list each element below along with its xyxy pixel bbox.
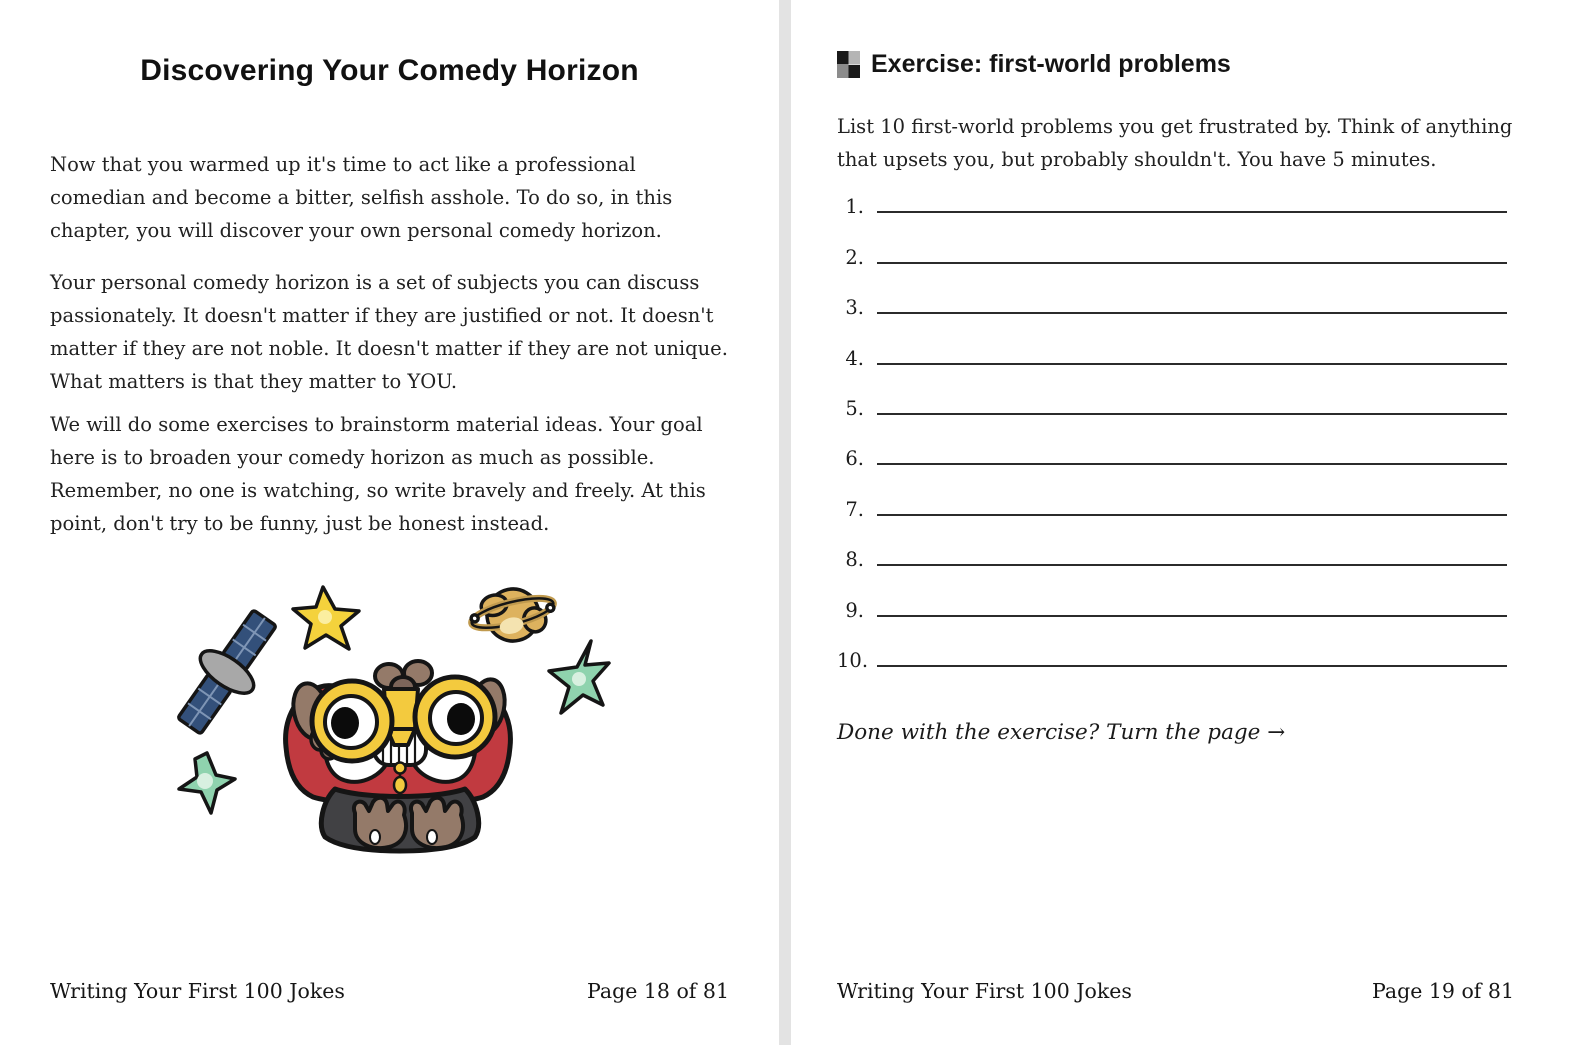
answer-row-10: [837, 622, 1507, 672]
exercise-heading-label: Exercise: first-world problems: [871, 50, 1231, 78]
footer-book-title: Writing Your First 100 Jokes: [50, 979, 345, 1003]
left-page-footer: [50, 979, 729, 1003]
answer-number: 2.: [845, 245, 864, 269]
answer-number: 8.: [845, 548, 864, 572]
answer-blank-line: [877, 193, 1507, 213]
answer-blank-line: [877, 445, 1507, 465]
exercise-instructions: List 10 first-world problems you get frustrated by. Think of anything that upsets you, but probably shouldn't. You have 5 minutes.: [837, 115, 1513, 171]
answer-blank-line: [877, 345, 1507, 365]
footer-page-number: Page 18 of 81: [587, 979, 729, 1003]
answer-row-3: [837, 269, 1507, 319]
binocular-creature: [286, 661, 511, 851]
answer-row-6: [837, 420, 1507, 470]
left-page: [0, 0, 779, 1045]
sweater-button-top: [395, 763, 406, 774]
answer-blank-line: [877, 647, 1507, 667]
answer-number: 5.: [845, 396, 864, 420]
paragraph-2: Your personal comedy horizon is a set of subjects you can discuss passionately. It doesn't matter if they are justified or not. It doesn't matter if they are not noble. It doesn't matter if they are not unique. What matters is that they matter to YOU.: [50, 271, 728, 393]
footer-page-number: Page 19 of 81: [1372, 979, 1514, 1003]
yellow-star-icon: [293, 587, 359, 649]
green-star-right-icon: [549, 641, 609, 713]
answer-number: 1.: [845, 195, 864, 219]
satellite-icon: [165, 600, 290, 744]
answer-blank-line: [877, 244, 1507, 264]
answer-blank-line: [877, 597, 1507, 617]
paragraph-3: We will do some exercises to brainstorm material ideas. Your goal here is to broaden your comedy horizon as much as possible. Remember, no one is watching, so write bravely and freely. At this point, don't try to be funny, just be honest instead.: [50, 413, 706, 535]
answer-row-7: [837, 470, 1507, 520]
answer-number: 9.: [845, 598, 864, 622]
pupil-right: [447, 703, 475, 735]
chapter-title: Discovering Your Comedy Horizon: [140, 54, 639, 87]
page-gutter-divider: [779, 0, 791, 1045]
answer-row-9: [837, 571, 1507, 621]
right-page: [791, 0, 1569, 1045]
planet-icon: [466, 580, 560, 651]
answer-number: 3.: [845, 296, 864, 320]
answer-row-2: [837, 218, 1507, 268]
answer-blank-line: [877, 546, 1507, 566]
answer-blank-line: [877, 395, 1507, 415]
answer-list: [837, 168, 1507, 672]
answer-number: 6.: [845, 447, 864, 471]
sweater-button-bottom: [394, 777, 406, 793]
pupil-left: [331, 707, 359, 739]
answer-row-8: [837, 521, 1507, 571]
exercise-heading: [837, 50, 1231, 79]
done-note: Done with the exercise? Turn the page →: [837, 720, 1286, 745]
right-page-footer: [837, 979, 1514, 1003]
answer-blank-line: [877, 496, 1507, 516]
green-star-left-icon: [179, 753, 235, 813]
exercise-icon: [837, 51, 860, 78]
comedy-horizon-illustration: [165, 575, 625, 890]
footer-book-title: Writing Your First 100 Jokes: [837, 979, 1132, 1003]
answer-row-4: [837, 319, 1507, 369]
answer-row-5: [837, 370, 1507, 420]
answer-row-1: [837, 168, 1507, 218]
answer-blank-line: [877, 294, 1507, 314]
answer-number: 4.: [845, 346, 864, 370]
answer-number: 7.: [845, 497, 864, 521]
paragraph-1: Now that you warmed up it's time to act like a professional comedian and become a bitter, selfish asshole. To do so, in this chapter, you will discover your own personal comedy horizon.: [50, 153, 673, 242]
answer-number: 10.: [837, 648, 869, 672]
